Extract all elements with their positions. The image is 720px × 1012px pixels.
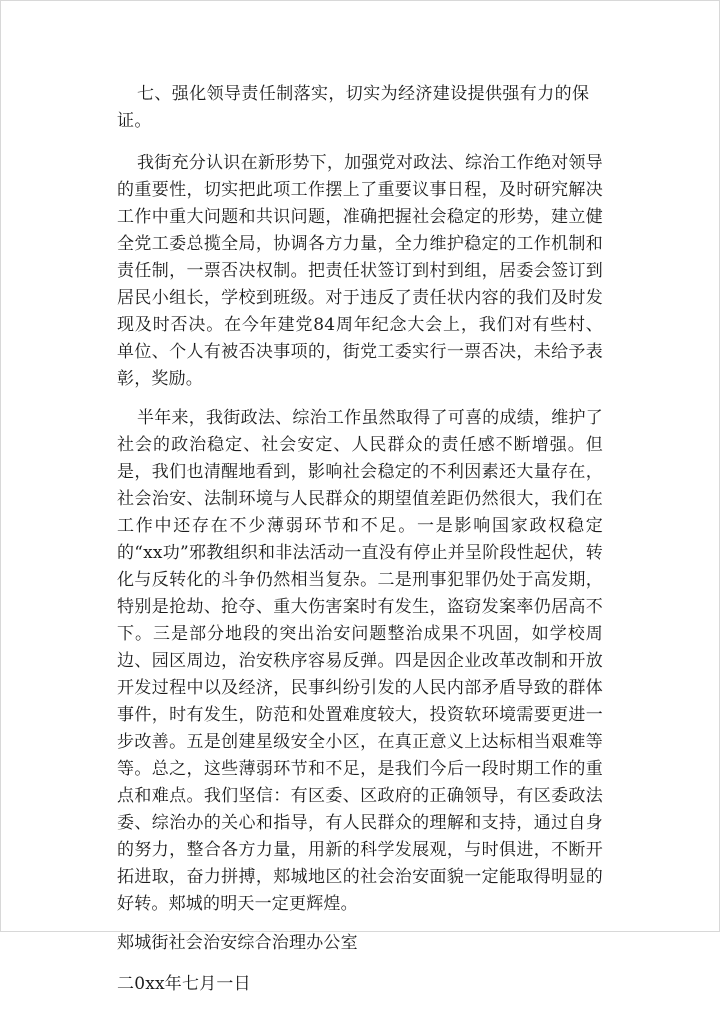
paragraph-responsibility: 我街充分认识在新形势下，加强党对政法、综治工作绝对领导的重要性，切实把此项工作摆上了重要议事日程，及时研究解决工作中重大问题和共识问题，准确把握社会稳定的形势，建立健全党工委总揽全局，协调各方力量，全力维护稳定的工作机制和责任制，一票否决权制。把责任状签订到村到组，居委会签订到居民小组长，学校到班级。对于违反了责任状内容的我们及时发现及时否决。在今年建党84周年纪念大会上，我们对有些村、单位、个人有被否决事项的，街党工委实行一票否决，未给予表彰，奖励。 (117, 153, 603, 389)
paragraph-summary: 半年来，我街政法、综治工作虽然取得了可喜的成绩，维护了社会的政治稳定、社会安定、人民群众的责任感不断增强。但是，我们也清醒地看到，影响社会稳定的不利因素还大量存在，社会治安、法制环境与人民群众的期望值差距仍然很大，我们在工作中还存在不少薄弱环节和不足。一是影响国家政权稳定的“xx功”邪教组织和非法活动一直没有停止并呈阶段性起伏，转化与反转化的斗争仍然相当复杂。二是刑事犯罪仍处于高发期，特别是抢劫、抢夺、重大伤害案时有发生，盗窃发案率仍居高不下。三是部分地段的突出治安问题整治成果不巩固，如学校周边、园区周边，治安秩序容易反弹。四是因企业改革改制和开放开发过程中以及经济，民事纠纷引发的人民内部矛盾导致的群体事件，时有发生，防范和处置难度较大，投资软环境需要更进一步改善。五是创建星级安全小区，在真正意义上达标相当艰难等等。总之，这些薄弱环节和不足，是我们今后一段时期工作的重点和难点。我们坚信：有区委、区政府的正确领导，有区委政法委、综治办的关心和指导，有人民群众的理解和支持，通过自身的努力，整合各方力量，用新的科学发展观，与时俱进，不断开拓进取，奋力拼搏，郏城地区的社会治安面貌一定能取得明显的好转。郏城的明天一定更辉煌。 (117, 408, 603, 914)
section-heading: 七、强化领导责任制落实，切实为经济建设提供强有力的保证。 (117, 84, 590, 131)
document-body (117, 81, 603, 1012)
signature-date: 二0xx年七月一日 (117, 974, 251, 994)
signature-office: 郏城街社会治安综合治理办公室 (117, 933, 358, 953)
